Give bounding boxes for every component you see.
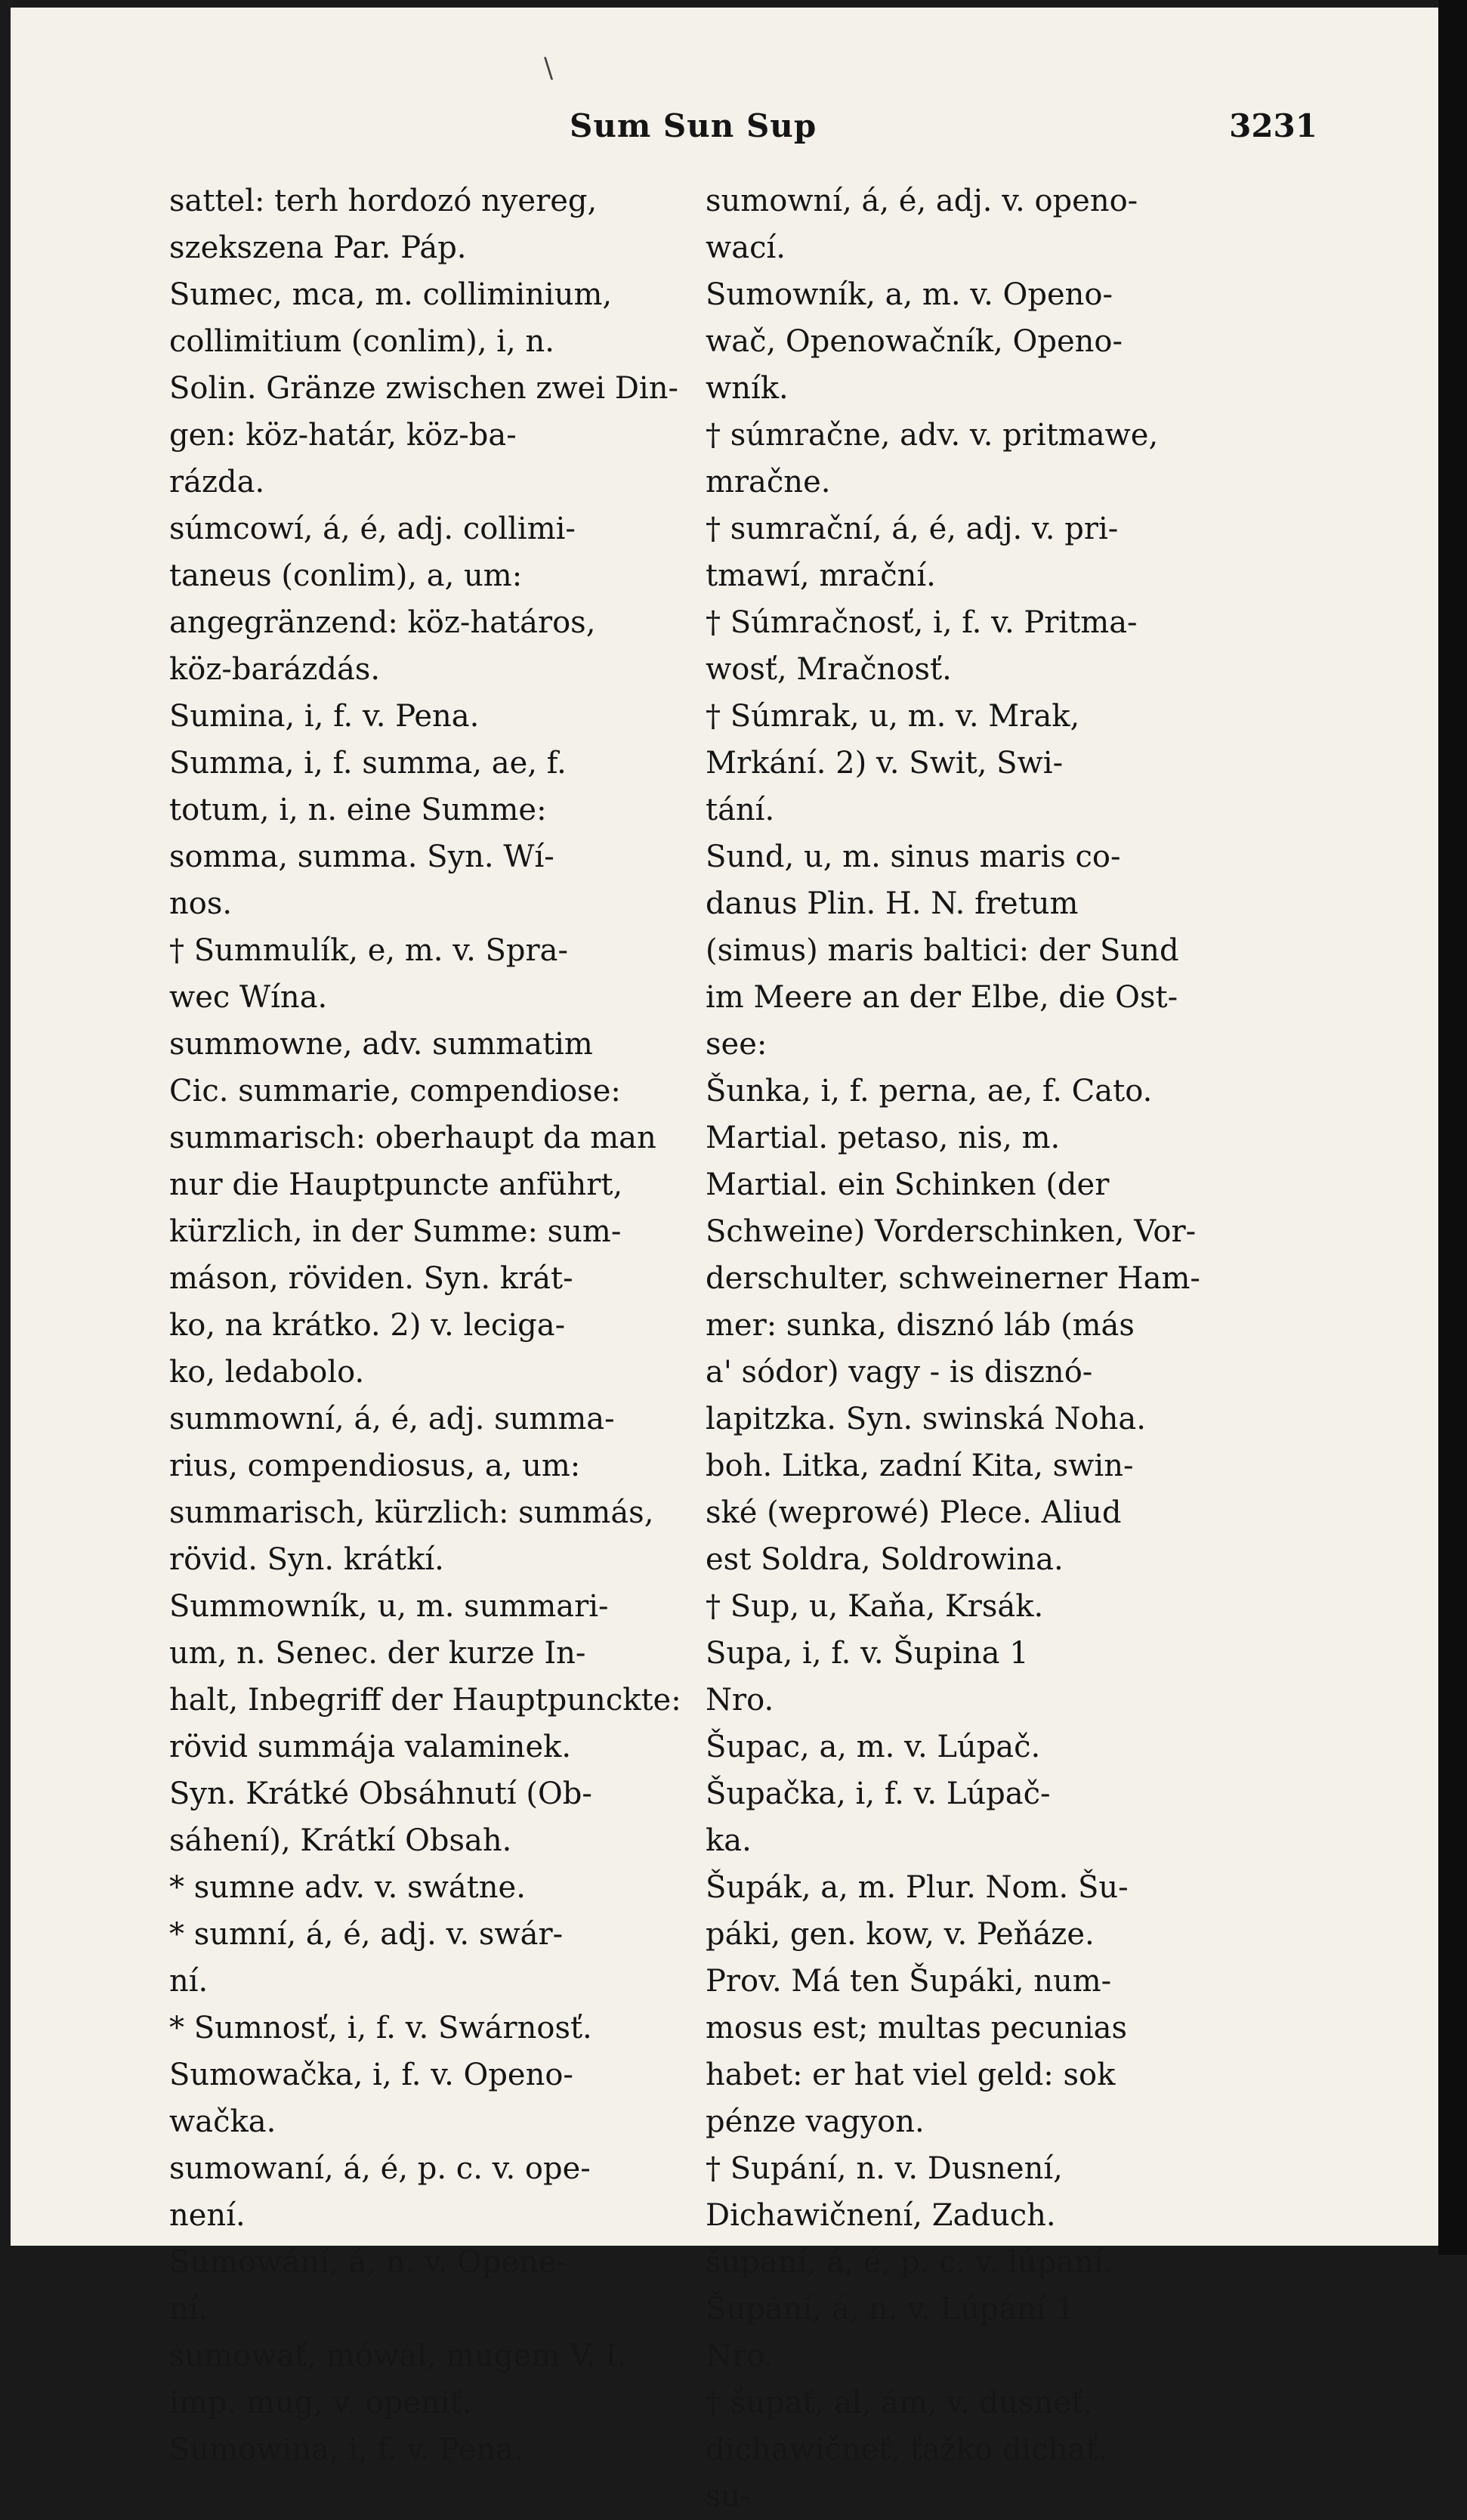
entry-line: sumowať, mówal, mugem V. I. <box>169 2339 627 2373</box>
right-column <box>706 178 1249 2520</box>
entry-line: derschulter, schweinerner Ham- <box>706 1261 1200 1296</box>
entry-line: ské (weprowé) Plece. Aliud <box>706 1495 1122 1530</box>
entry-line: sumowaní, á, é, p. c. v. ope- <box>169 2151 591 2186</box>
entry-line: Sumina, i, f. v. Pena. <box>169 699 480 734</box>
entry-line: Cic. summarie, compendiose: <box>169 1074 621 1108</box>
entry-line: nur die Hauptpuncte anführt, <box>169 1167 623 1202</box>
entry-line: Prov. Má ten Šupáki, num- <box>706 1964 1112 1999</box>
entry-line: rázda. <box>169 465 265 499</box>
entry-line: máson, röviden. Syn. krát- <box>169 1261 573 1296</box>
entry-line: Solin. Gränze zwischen zwei Din- <box>169 371 678 406</box>
entry-line: páki, gen. kow, v. Peňáze. <box>706 1917 1095 1952</box>
entry-line: rövid. Syn. krátkí. <box>169 1542 444 1577</box>
entry-line: wač, Openowačník, Openo- <box>706 324 1123 359</box>
entry-line: † Summulík, e, m. v. Spra- <box>169 933 568 968</box>
entry-line: ko, ledabolo. <box>169 1355 365 1390</box>
entry-line: ka. <box>706 1823 752 1858</box>
entry-line: Sumowačka, i, f. v. Openo- <box>169 2058 573 2092</box>
entry-line: est Soldra, Soldrowina. <box>706 1542 1064 1577</box>
running-head: Sum Sun Sup <box>570 107 817 144</box>
entry-line: Šupačka, i, f. v. Lúpač- <box>706 1776 1051 1811</box>
entry-line: † Súmračnosť, i, f. v. Pritma- <box>706 605 1138 640</box>
entry-line: Sumowání, á, n. v. Opene- <box>169 2245 567 2280</box>
entry-line: Nro. <box>706 1683 774 1718</box>
entry-line: imp. mug, v. openiť. <box>169 2385 472 2420</box>
entry-line: kürzlich, in der Summe: sum- <box>169 1214 622 1249</box>
entry-line: Sumowník, a, m. v. Openo- <box>706 277 1113 312</box>
entry-line: sáhení), Krátkí Obsah. <box>169 1823 512 1858</box>
entry-line: totum, i, n. eine Summe: <box>169 793 547 827</box>
entry-line: * Sumnosť, i, f. v. Swárnosť. <box>169 2011 592 2045</box>
entry-line: mer: sunka, disznó láb (más <box>706 1308 1135 1343</box>
entry-line: Sumowina, i, f. v. Pena. <box>169 2432 523 2467</box>
entry-line: Šupák, a, m. Plur. Nom. Šu- <box>706 1870 1129 1905</box>
entry-line: ní. <box>169 1964 208 1999</box>
entry-line: wník. <box>706 371 789 406</box>
entry-line: Martial. ein Schinken (der <box>706 1167 1110 1202</box>
entry-line: † Supání, n. v. Dusnení, <box>706 2151 1063 2186</box>
entry-line: summarisch: oberhaupt da man <box>169 1121 656 1155</box>
entry-line: ní. <box>169 2292 208 2327</box>
entry-line: wosť, Mračnosť. <box>706 652 952 687</box>
entry-line: Šupac, a, m. v. Lúpač. <box>706 1730 1041 1764</box>
entry-line: Nro. <box>706 2339 774 2373</box>
entry-line: † Súmrak, u, m. v. Mrak, <box>706 699 1080 734</box>
entry-line: † sumrační, á, é, adj. v. pri- <box>706 512 1119 546</box>
entry-line: szekszena Par. Páp. <box>169 230 467 265</box>
entry-line: není. <box>169 2198 246 2233</box>
entry-line: im Meere an der Elbe, die Ost- <box>706 980 1178 1015</box>
entry-line: sattel: terh hordozó nyereg, <box>169 184 598 218</box>
entry-line: Summowník, u, m. summari- <box>169 1589 609 1624</box>
entry-line: mračne. <box>706 465 831 499</box>
entry-line: collimitium (conlim), i, n. <box>169 324 554 359</box>
entry-line: nos. <box>169 886 233 921</box>
entry-line: gen: köz-határ, köz-ba- <box>169 418 517 453</box>
entry-line: † šupať, al, ám, v. dusneť, <box>706 2385 1093 2420</box>
entry-line: ko, na krátko. 2) v. leciga- <box>169 1308 566 1343</box>
entry-line: mosus est; multas pecunias <box>706 2011 1128 2045</box>
entry-line: Syn. Krátké Obsáhnutí (Ob- <box>169 1776 592 1811</box>
entry-line: wec Wína. <box>169 980 328 1015</box>
page-number: 3231 <box>1229 107 1317 144</box>
entry-line: summowne, adv. summatim <box>169 1027 593 1062</box>
entry-line: lapitzka. Syn. swinská Noha. <box>706 1402 1146 1436</box>
entry-line: dichawičneť, ťažko dichať. <box>706 2432 1108 2467</box>
entry-line: rius, compendiosus, a, um: <box>169 1449 581 1483</box>
entry-line: köz-barázdás. <box>169 652 381 687</box>
entry-line: wací. <box>706 230 786 265</box>
entry-line: taneus (conlim), a, um: <box>169 558 523 593</box>
stray-mark: \ <box>544 53 554 84</box>
entry-line: súmcowí, á, é, adj. collimi- <box>169 512 576 546</box>
entry-line: a' sódor) vagy - is disznó- <box>706 1355 1093 1390</box>
entry-line: Sund, u, m. sinus maris co- <box>706 839 1121 874</box>
entry-line: * sumní, á, é, adj. v. swár- <box>169 1917 564 1952</box>
entry-line: Martial. petaso, nis, m. <box>706 1121 1061 1155</box>
entry-line: pénze vagyon. <box>706 2104 925 2139</box>
entry-line: boh. Litka, zadní Kita, swin- <box>706 1449 1134 1483</box>
entry-line: tání. <box>706 793 775 827</box>
entry-line: Šupání, á, n. v. Lúpání 1 <box>706 2292 1075 2327</box>
entry-line: summowní, á, é, adj. summa- <box>169 1402 615 1436</box>
entry-line: Summa, i, f. summa, ae, f. <box>169 746 567 781</box>
entry-line: Supa, i, f. v. Šupina 1 <box>706 1636 1029 1671</box>
entry-line: rövid summája valaminek. <box>169 1730 572 1764</box>
entry-line: † súmračne, adv. v. pritmawe, <box>706 418 1159 453</box>
entry-line: * sumne adv. v. swátne. <box>169 1870 526 1905</box>
entry-line: somma, summa. Syn. Wí- <box>169 839 554 874</box>
dictionary-page <box>11 8 1438 2514</box>
entry-line: Schweine) Vorderschinken, Vor- <box>706 1214 1197 1249</box>
entry-line: sumowní, á, é, adj. v. openo- <box>706 184 1138 218</box>
page-edge-shadow <box>1438 0 1467 2255</box>
entry-line: wačka. <box>169 2104 276 2139</box>
entry-line: † Sup, u, Kaňa, Krsák. <box>706 1589 1044 1624</box>
entry-line: halt, Inbegriff der Hauptpunckte: <box>169 1683 681 1718</box>
entry-line: see: <box>706 1027 767 1062</box>
left-column <box>169 178 713 2473</box>
entry-line: Dichawičnení, Zaduch. <box>706 2198 1056 2233</box>
entry-line: šupaní, á, é, p. c. v. lúpaní. <box>706 2245 1113 2280</box>
entry-line: tmawí, mrační. <box>706 558 936 593</box>
entry-line: angegränzend: köz-határos, <box>169 605 596 640</box>
entry-line: (simus) maris baltici: der Sund <box>706 933 1179 968</box>
entry-line: Mrkání. 2) v. Swit, Swi- <box>706 746 1064 781</box>
entry-line: danus Plin. H. N. fretum <box>706 886 1079 921</box>
entry-line: summarisch, kürzlich: summás, <box>169 1495 654 1530</box>
entry-line: um, n. Senec. der kurze In- <box>169 1636 586 1671</box>
entry-line: su- <box>706 2479 751 2514</box>
entry-line: Šunka, i, f. perna, ae, f. Cato. <box>706 1074 1153 1108</box>
entry-line: habet: er hat viel geld: sok <box>706 2058 1116 2092</box>
entry-line: Sumec, mca, m. colliminium, <box>169 277 613 312</box>
